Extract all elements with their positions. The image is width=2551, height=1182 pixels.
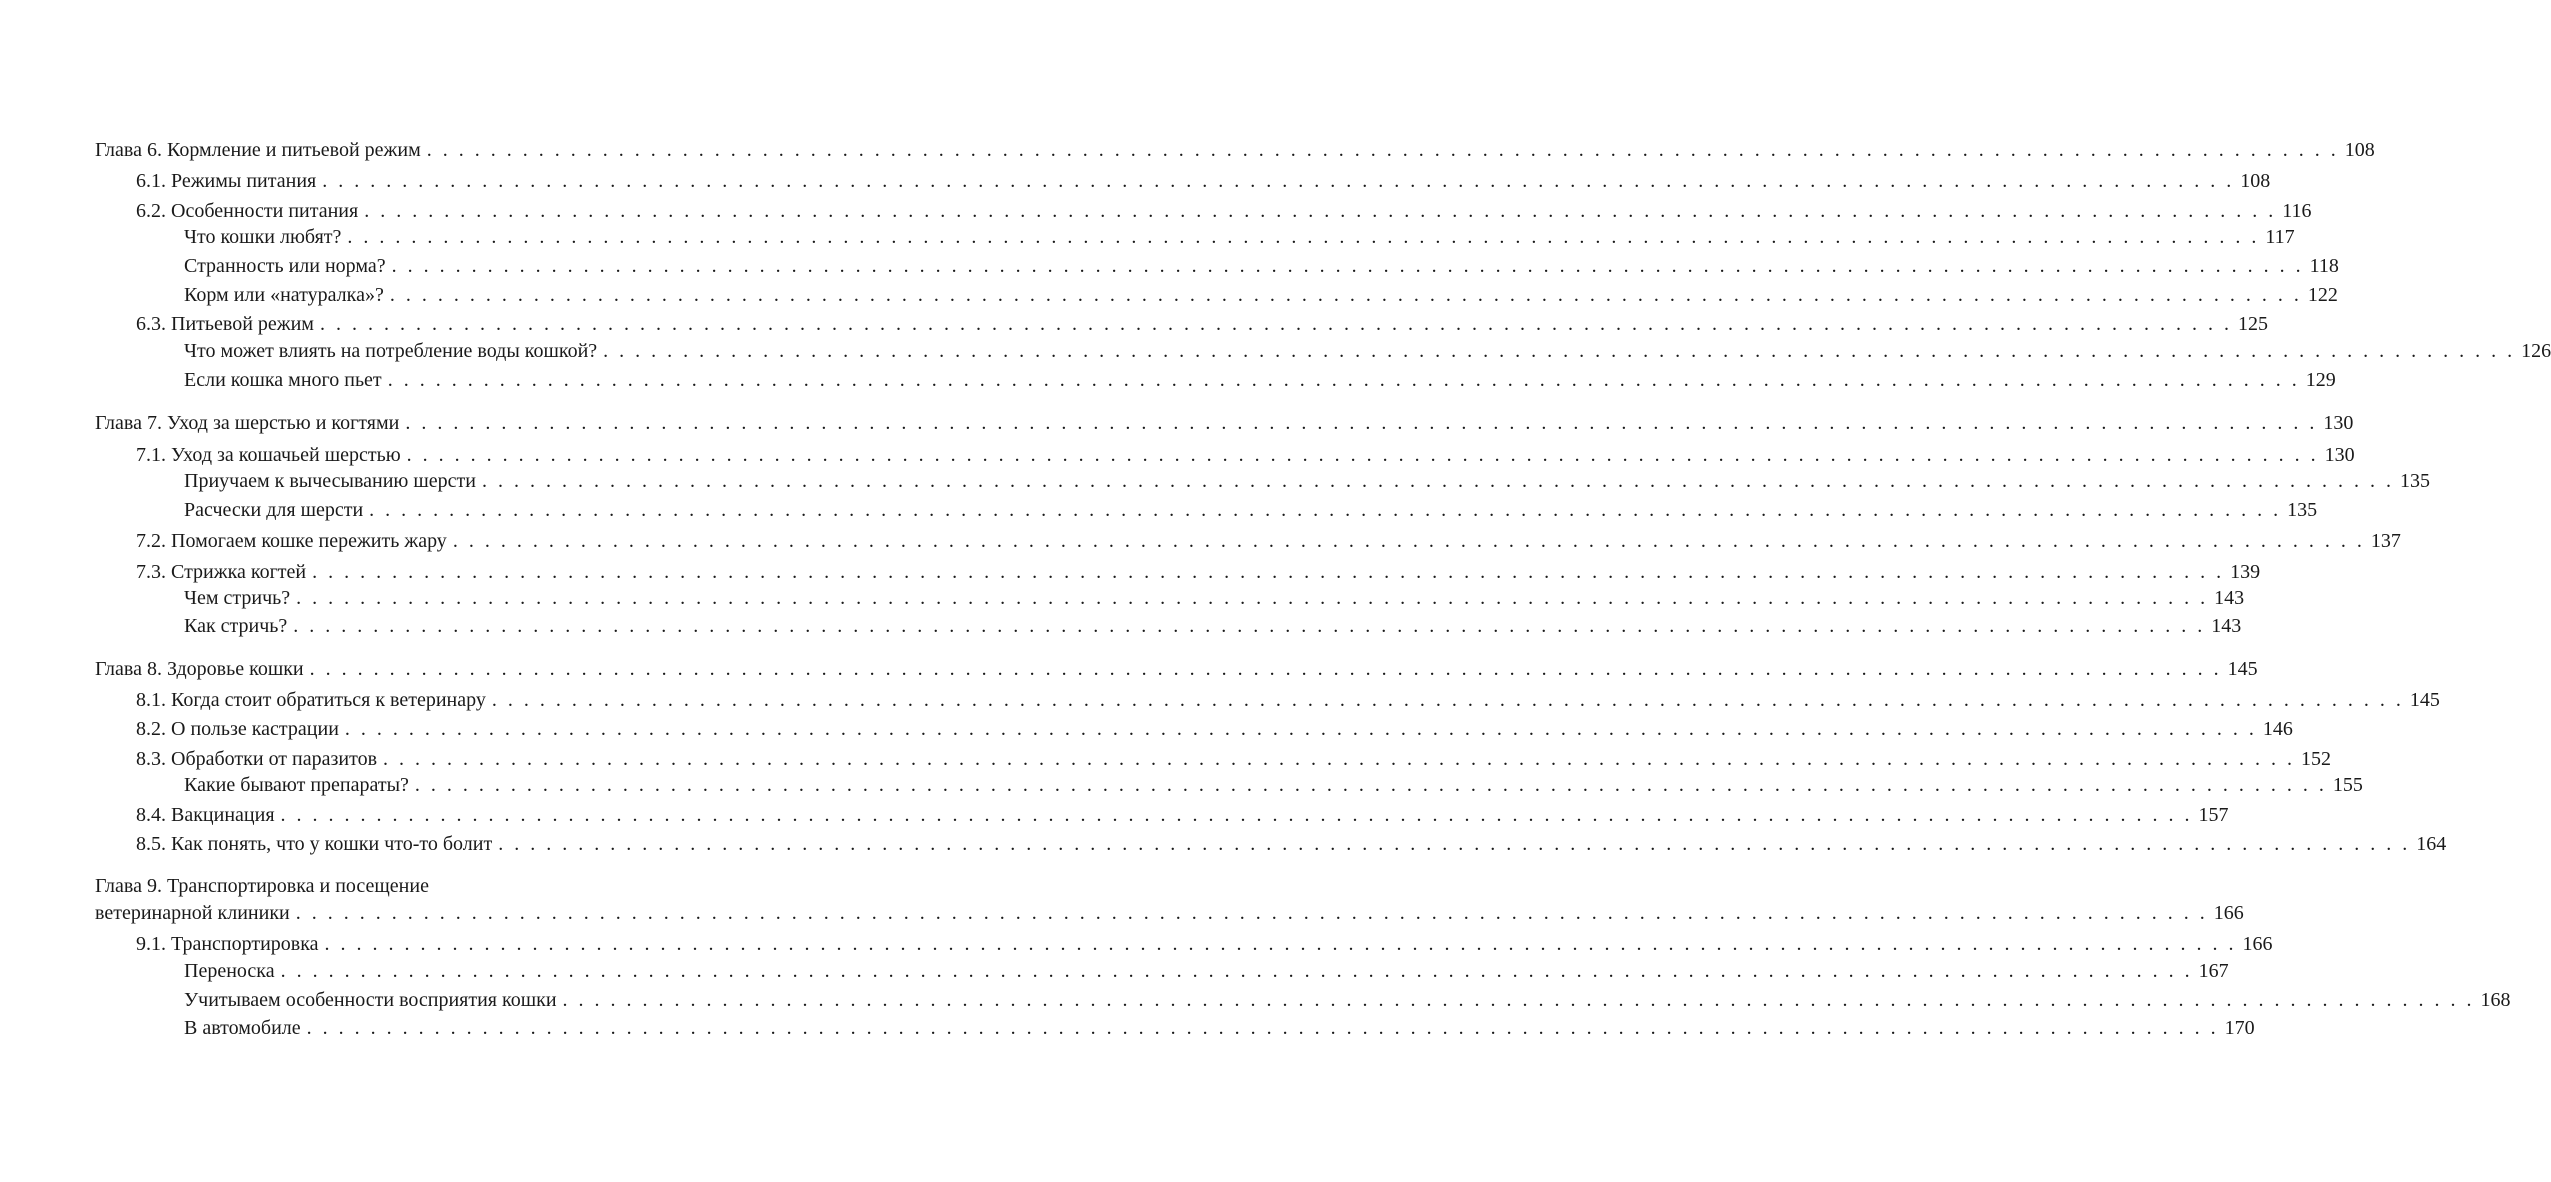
dot-leader: . . . . . . . . . . . . . . . . . . . . . . . . . . . . . . . . . . . . . . . . . . . . . . . . . . . . . . . . . . . . . . . . . . . . . . . . . . . . . . . . . . . . . . . . . . . . . . . . . . . . . . . . . . . . . . . . . . . . . . . .: [481, 470, 2394, 492]
toc-entry-title: 7.3. Стрижка когтей: [136, 561, 307, 583]
dot-leader: . . . . . . . . . . . . . . . . . . . . . . . . . . . . . . . . . . . . . . . . . . . . . . . . . . . . . . . . . . . . . . . . . . . . . . . . . . . . . . . . . . . . . . . . . . . . . . . . . . . . . . . . . . . . . . . . . . . . . . . .: [295, 902, 2208, 924]
toc-page-number: 135: [2287, 499, 2318, 521]
dot-leader: . . . . . . . . . . . . . . . . . . . . . . . . . . . . . . . . . . . . . . . . . . . . . . . . . . . . . . . . . . . . . . . . . . . . . . . . . . . . . . . . . . . . . . . . . . . . . . . . . . . . . . . . . . . . . . . . . . . . . . . .: [369, 499, 2282, 521]
dot-leader: . . . . . . . . . . . . . . . . . . . . . . . . . . . . . . . . . . . . . . . . . . . . . . . . . . . . . . . . . . . . . . . . . . . . . . . . . . . . . . . . . . . . . . . . . . . . . . . . . . . . . . . . . . . . . . . . . . . . . . . .: [293, 615, 2206, 637]
dot-leader: . . . . . . . . . . . . . . . . . . . . . . . . . . . . . . . . . . . . . . . . . . . . . . . . . . . . . . . . . . . . . . . . . . . . . . . . . . . . . . . . . . . . . . . . . . . . . . . . . . . . . . . . . . . . . . . . . . . . . . . .: [364, 200, 2277, 222]
toc-entry-title: Странность или норма?: [184, 255, 386, 277]
toc-entry-section: [136, 932, 2273, 956]
toc-page-number: 108: [2240, 170, 2271, 192]
dot-leader: . . . . . . . . . . . . . . . . . . . . . . . . . . . . . . . . . . . . . . . . . . . . . . . . . . . . . . . . . . . . . . . . . . . . . . . . . . . . . . . . . . . . . . . . . . . . . . . . . . . . . . . . . . . . . . . . . . . . . . . .: [426, 139, 2339, 161]
toc-entry-title: Учитываем особенности восприятия кошки: [184, 989, 557, 1011]
toc-entry-title: 7.1. Уход за кошачьей шерстью: [136, 444, 401, 466]
toc-page-number: 166: [2242, 933, 2273, 955]
toc-entry-sub: [184, 614, 2242, 638]
dot-leader: . . . . . . . . . . . . . . . . . . . . . . . . . . . . . . . . . . . . . . . . . . . . . . . . . . . . . . . . . . . . . . . . . . . . . . . . . . . . . . . . . . . . . . . . . . . . . . . . . . . . . . . . . . . . . . . . . . . . . . . .: [452, 530, 2365, 552]
toc-entry-title: Если кошка много пьет: [184, 369, 382, 391]
toc-entry-title: Глава 7. Уход за шерстью и когтями: [95, 412, 400, 434]
toc-page-number: 145: [2409, 689, 2440, 711]
toc-page-number: 126: [2521, 340, 2551, 362]
toc-entry-sub: [184, 1016, 2255, 1040]
toc-entry-chapter: [95, 411, 2354, 435]
toc-entry-title: 8.3. Обработки от паразитов: [136, 748, 378, 770]
dot-leader: . . . . . . . . . . . . . . . . . . . . . . . . . . . . . . . . . . . . . . . . . . . . . . . . . . . . . . . . . . . . . . . . . . . . . . . . . . . . . . . . . . . . . . . . . . . . . . . . . . . . . . . . . . . . . . . . . . . . . . . .: [562, 989, 2475, 1011]
toc-page-number: 157: [2198, 804, 2229, 826]
toc-entry-sub: [184, 339, 2551, 363]
toc-entry-title: Что кошки любят?: [184, 226, 342, 248]
toc-entry-sub: [184, 225, 2295, 249]
toc-entry-title: Приучаем к вычесыванию шерсти: [184, 470, 476, 492]
toc-entry-sub: [184, 283, 2338, 307]
toc-entry-title: Глава 8. Здоровье кошки: [95, 658, 304, 680]
toc-entry-section: [136, 832, 2447, 856]
chapter-9-title-line1: Глава 9. Транспортировка и посещение: [95, 875, 429, 897]
toc-page-number: 143: [2211, 615, 2242, 637]
dot-leader: . . . . . . . . . . . . . . . . . . . . . . . . . . . . . . . . . . . . . . . . . . . . . . . . . . . . . . . . . . . . . . . . . . . . . . . . . . . . . . . . . . . . . . . . . . . . . . . . . . . . . . . . . . . . . . . . . . . . . . . .: [306, 1017, 2219, 1039]
toc-page-number: 122: [2307, 284, 2338, 306]
dot-leader: . . . . . . . . . . . . . . . . . . . . . . . . . . . . . . . . . . . . . . . . . . . . . . . . . . . . . . . . . . . . . . . . . . . . . . . . . . . . . . . . . . . . . . . . . . . . . . . . . . . . . . . . . . . . . . . . . . . . . . . .: [491, 689, 2404, 711]
toc-entry-sub: [184, 773, 2363, 797]
toc-entry-title: Расчески для шерсти: [184, 499, 364, 521]
toc-entry-title: 6.3. Питьевой режим: [136, 313, 314, 335]
toc-entry-sub: [184, 254, 2339, 278]
dot-leader: . . . . . . . . . . . . . . . . . . . . . . . . . . . . . . . . . . . . . . . . . . . . . . . . . . . . . . . . . . . . . . . . . . . . . . . . . . . . . . . . . . . . . . . . . . . . . . . . . . . . . . . . . . . . . . . . . . . . . . . .: [347, 226, 2260, 248]
dot-leader: . . . . . . . . . . . . . . . . . . . . . . . . . . . . . . . . . . . . . . . . . . . . . . . . . . . . . . . . . . . . . . . . . . . . . . . . . . . . . . . . . . . . . . . . . . . . . . . . . . . . . . . . . . . . . . . . . . . . . . . .: [324, 933, 2237, 955]
dot-leader: . . . . . . . . . . . . . . . . . . . . . . . . . . . . . . . . . . . . . . . . . . . . . . . . . . . . . . . . . . . . . . . . . . . . . . . . . . . . . . . . . . . . . . . . . . . . . . . . . . . . . . . . . . . . . . . . . . . . . . . .: [383, 748, 2296, 770]
toc-entry-title: 8.4. Вакцинация: [136, 804, 275, 826]
toc-page-number: 118: [2309, 255, 2339, 277]
toc-entry-title: В автомобиле: [184, 1017, 301, 1039]
toc-page-number: 166: [2213, 902, 2244, 924]
toc-entry-section: [136, 747, 2332, 771]
toc-entry-section: [136, 443, 2355, 467]
toc-entry-sub: [184, 988, 2511, 1012]
toc-page-number: 164: [2416, 833, 2447, 855]
toc-page-number: 167: [2198, 960, 2229, 982]
dot-leader: . . . . . . . . . . . . . . . . . . . . . . . . . . . . . . . . . . . . . . . . . . . . . . . . . . . . . . . . . . . . . . . . . . . . . . . . . . . . . . . . . . . . . . . . . . . . . . . . . . . . . . . . . . . . . . . . . . . . . . . .: [405, 412, 2318, 434]
toc-entry-section: [136, 688, 2440, 712]
toc-entry-title: Как стричь?: [184, 615, 288, 637]
toc-entry-title: 6.2. Особенности питания: [136, 200, 359, 222]
toc-page-number: 130: [2323, 412, 2354, 434]
dot-leader: . . . . . . . . . . . . . . . . . . . . . . . . . . . . . . . . . . . . . . . . . . . . . . . . . . . . . . . . . . . . . . . . . . . . . . . . . . . . . . . . . . . . . . . . . . . . . . . . . . . . . . . . . . . . . . . . . . . . . . . .: [280, 960, 2193, 982]
toc-page-number: 145: [2227, 658, 2258, 680]
dot-leader: . . . . . . . . . . . . . . . . . . . . . . . . . . . . . . . . . . . . . . . . . . . . . . . . . . . . . . . . . . . . . . . . . . . . . . . . . . . . . . . . . . . . . . . . . . . . . . . . . . . . . . . . . . . . . . . . . . . . . . . .: [312, 561, 2225, 583]
toc-entry-title: Глава 6. Кормление и питьевой режим: [95, 139, 421, 161]
toc-entry-chapter: [95, 657, 2258, 681]
dot-leader: . . . . . . . . . . . . . . . . . . . . . . . . . . . . . . . . . . . . . . . . . . . . . . . . . . . . . . . . . . . . . . . . . . . . . . . . . . . . . . . . . . . . . . . . . . . . . . . . . . . . . . . . . . . . . . . . . . . . . . . .: [322, 170, 2235, 192]
dot-leader: . . . . . . . . . . . . . . . . . . . . . . . . . . . . . . . . . . . . . . . . . . . . . . . . . . . . . . . . . . . . . . . . . . . . . . . . . . . . . . . . . . . . . . . . . . . . . . . . . . . . . . . . . . . . . . . . . . . . . . . .: [309, 658, 2222, 680]
toc-entry-sub: [184, 498, 2318, 522]
dot-leader: . . . . . . . . . . . . . . . . . . . . . . . . . . . . . . . . . . . . . . . . . . . . . . . . . . . . . . . . . . . . . . . . . . . . . . . . . . . . . . . . . . . . . . . . . . . . . . . . . . . . . . . . . . . . . . . . . . . . . . . .: [406, 444, 2319, 466]
toc-page-number: 108: [2344, 139, 2375, 161]
toc-entry-title: 8.1. Когда стоит обратиться к ветеринару: [136, 689, 486, 711]
toc-entry-sub: [184, 959, 2229, 983]
toc-entry-section: [136, 312, 2268, 336]
toc-page-number: 152: [2301, 748, 2332, 770]
toc-page-number: 116: [2282, 200, 2312, 222]
toc-entry-title: Чем стричь?: [184, 587, 291, 609]
dot-leader: . . . . . . . . . . . . . . . . . . . . . . . . . . . . . . . . . . . . . . . . . . . . . . . . . . . . . . . . . . . . . . . . . . . . . . . . . . . . . . . . . . . . . . . . . . . . . . . . . . . . . . . . . . . . . . . . . . . . . . . .: [498, 833, 2411, 855]
toc-entry-chapter: [95, 901, 2244, 925]
toc-entry-section: [136, 169, 2271, 193]
toc-entry-title: Корм или «натуралка»?: [184, 284, 384, 306]
dot-leader: . . . . . . . . . . . . . . . . . . . . . . . . . . . . . . . . . . . . . . . . . . . . . . . . . . . . . . . . . . . . . . . . . . . . . . . . . . . . . . . . . . . . . . . . . . . . . . . . . . . . . . . . . . . . . . . . . . . . . . . .: [391, 255, 2304, 277]
toc-page-number: 155: [2332, 774, 2363, 796]
dot-leader: . . . . . . . . . . . . . . . . . . . . . . . . . . . . . . . . . . . . . . . . . . . . . . . . . . . . . . . . . . . . . . . . . . . . . . . . . . . . . . . . . . . . . . . . . . . . . . . . . . . . . . . . . . . . . . . . . . . . . . . .: [414, 774, 2327, 796]
dot-leader: . . . . . . . . . . . . . . . . . . . . . . . . . . . . . . . . . . . . . . . . . . . . . . . . . . . . . . . . . . . . . . . . . . . . . . . . . . . . . . . . . . . . . . . . . . . . . . . . . . . . . . . . . . . . . . . . . . . . . . . .: [389, 284, 2302, 306]
toc-entry-section: [136, 560, 2261, 584]
dot-leader: . . . . . . . . . . . . . . . . . . . . . . . . . . . . . . . . . . . . . . . . . . . . . . . . . . . . . . . . . . . . . . . . . . . . . . . . . . . . . . . . . . . . . . . . . . . . . . . . . . . . . . . . . . . . . . . . . . . . . . . .: [387, 369, 2300, 391]
toc-entry-title: 8.2. О пользе кастрации: [136, 718, 339, 740]
toc-entry-sub: [184, 368, 2336, 392]
toc-page-number: 129: [2305, 369, 2336, 391]
toc-entry-section: [136, 529, 2401, 553]
toc-entry-section: [136, 717, 2293, 741]
toc-entry-sub: [184, 469, 2430, 493]
toc-entry-title: 6.1. Режимы питания: [136, 170, 317, 192]
toc-page-number: 168: [2480, 989, 2511, 1011]
toc-entry-title: 9.1. Транспортировка: [136, 933, 319, 955]
dot-leader: . . . . . . . . . . . . . . . . . . . . . . . . . . . . . . . . . . . . . . . . . . . . . . . . . . . . . . . . . . . . . . . . . . . . . . . . . . . . . . . . . . . . . . . . . . . . . . . . . . . . . . . . . . . . . . . . . . . . . . . .: [280, 804, 2193, 826]
toc-page-number: 137: [2370, 530, 2401, 552]
toc-entry-title: ветеринарной клиники: [95, 902, 290, 924]
toc-entry-section: [136, 803, 2229, 827]
dot-leader: . . . . . . . . . . . . . . . . . . . . . . . . . . . . . . . . . . . . . . . . . . . . . . . . . . . . . . . . . . . . . . . . . . . . . . . . . . . . . . . . . . . . . . . . . . . . . . . . . . . . . . . . . . . . . . . . . . . . . . . .: [319, 313, 2232, 335]
toc-page-number: 170: [2224, 1017, 2255, 1039]
toc-entry-title: Что может влиять на потребление воды кошкой?: [184, 340, 598, 362]
dot-leader: . . . . . . . . . . . . . . . . . . . . . . . . . . . . . . . . . . . . . . . . . . . . . . . . . . . . . . . . . . . . . . . . . . . . . . . . . . . . . . . . . . . . . . . . . . . . . . . . . . . . . . . . . . . . . . . . . . . . . . . .: [344, 718, 2257, 740]
toc-entry-title: Переноска: [184, 960, 275, 982]
toc-page-number: 117: [2265, 226, 2295, 248]
toc-entry-title: 8.5. Как понять, что у кошки что-то болит: [136, 833, 493, 855]
toc-entry-section: [136, 199, 2312, 223]
toc-page-number: 139: [2230, 561, 2261, 583]
toc-entry-chapter: [95, 138, 2375, 162]
toc-page-number: 135: [2399, 470, 2430, 492]
toc-page-number: 143: [2214, 587, 2245, 609]
toc-entry-title: 7.2. Помогаем кошке пережить жару: [136, 530, 447, 552]
toc-entry-title: Какие бывают препараты?: [184, 774, 409, 796]
dot-leader: . . . . . . . . . . . . . . . . . . . . . . . . . . . . . . . . . . . . . . . . . . . . . . . . . . . . . . . . . . . . . . . . . . . . . . . . . . . . . . . . . . . . . . . . . . . . . . . . . . . . . . . . . . . . . . . . . . . . . . . .: [296, 587, 2209, 609]
toc-entry-sub: [184, 586, 2245, 610]
toc-page-number: 130: [2324, 444, 2355, 466]
dot-leader: . . . . . . . . . . . . . . . . . . . . . . . . . . . . . . . . . . . . . . . . . . . . . . . . . . . . . . . . . . . . . . . . . . . . . . . . . . . . . . . . . . . . . . . . . . . . . . . . . . . . . . . . . . . . . . . . . . . . . . . .: [603, 340, 2516, 362]
toc-page-number: 146: [2262, 718, 2293, 740]
toc-page-number: 125: [2237, 313, 2268, 335]
